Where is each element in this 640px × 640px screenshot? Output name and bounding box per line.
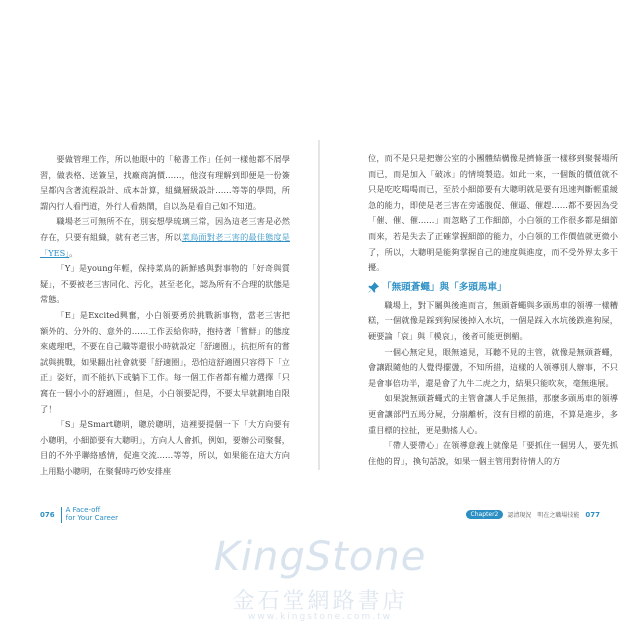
paragraph bbox=[40, 152, 290, 214]
paragraph: 一個心無定見，眼無遠見，耳聽不見的主管，就像是無頭蒼蠅，會讓跟隨他的人覺得擺盪，不知所措，這樣的人領導別人辦事，不只是會事倍功半，還是會了九牛二虎之力，結果只能吹灰，毫無進展。 bbox=[368, 346, 618, 388]
paragraph: 位，而不是只是把辦公室的小團體結構像是擠條蛋一樣移到聚餐場所而已，而是加入「破冰」的情境製造。如此一來，一個飯的價值就不只是吃吃喝喝而已，至於小細節要有大聰明就是要有迅速判斷輕重緩急的能力，即使是老三害在旁遙腹促、催逼、催趕……都不要因為受「催、催、催……」而忽略了工作細節，小白領的工作很多都是細節而來，若是失去了正確掌握細節的能力，小白領的工作價值就更微小了，所以，大聰明是能夠掌握自己的速度與進度，而不受外界太多干擾。 bbox=[368, 153, 618, 273]
watermark-subtitle: 金石堂網路書店 bbox=[232, 589, 408, 614]
right-folio bbox=[466, 510, 600, 519]
text-segment: 「E」是Excited興奮，小白領要勇於挑戰新事物，當老三害把額外的、分外的、意外的……工作丟給你時，抱持著「嘗鮮」的態度來處理吧，不要在自己職等還很小時就設定「舒適圈」，抗拒所有的嘗試與挑戰，如果翻出社會就要「舒適圈」，恐怕這舒適圈只容得下「立正」姿好，而不能扒下或躺下工作。每一個工作者都有權力選擇「只窩在一個小小的舒適圈」，但是，小白領要記得，不要太早就劃地自限了！ bbox=[40, 309, 290, 414]
right-page-body bbox=[368, 151, 618, 469]
text-segment: 職場老三可無所不在，別妄想學琉璃三常，因為這老三害是必然存在，只要有組織，就有老三害，所以 bbox=[40, 216, 290, 242]
paragraph: 「帶人要帶心」在領導意義上就像是「要抓住一個男人，要先抓住他的胃」，換句話說，如果一個主管用對待情人的方 bbox=[368, 440, 618, 466]
folio-divider bbox=[61, 507, 62, 523]
watermark-brand: KingStone bbox=[213, 534, 427, 580]
paragraph bbox=[40, 417, 290, 479]
paragraph bbox=[40, 261, 290, 308]
page-number-right: 077 bbox=[585, 510, 600, 519]
highlighted-text: 菜鳥面對老三害的最佳態度是「YES」 bbox=[40, 231, 290, 258]
page-gutter bbox=[318, 140, 320, 470]
text-segment: 「S」是Smart聰明，聰於聰明，這裡要提個一下「大方向要有小聰明，小細節要有大聰明」，方向人人會抓，例如，要辦公司聚餐，目的不外乎聯絡感情，促進交流……等等，所以，如果能在這大方向上用點小聰明，在聚餐時巧妙安排座 bbox=[40, 419, 290, 476]
book-title-line1: A Face-off bbox=[65, 506, 101, 514]
chapter-title: 認清現況 明在之職場技能 bbox=[507, 512, 580, 519]
left-folio bbox=[40, 506, 118, 524]
section-heading bbox=[368, 280, 618, 296]
text-segment: 「Y」是young年輕，保持菜鳥的新鮮感與對事物的「好奇與質疑」，不要被老三害同化、污化，甚至老化，認為所有不合理的狀態是常態。 bbox=[40, 263, 290, 305]
text-segment: 要做管理工作，所以他眼中的「秘書工作」任何一樣他都不屑學習，做表格、送簽呈，找廠商詢價……，他沒有理解到即便是一份簽呈都內含著流程設計、成本計算，組織層級設計……等等的學問，所謂內行人看門道，外行人看熱鬧，自以為是看自己如不知道。 bbox=[40, 154, 290, 211]
text-segment: 。 bbox=[69, 247, 78, 258]
section-heading-text: 「無頭蒼蠅」與「多頭馬車」 bbox=[382, 281, 507, 293]
paragraph: 如果說無頭蒼蠅式的主管會讓人手足無措，那麼多頭馬車的領導更會讓部門五馬分屍，分崩離析，沒有目標的前進，不算是進步，多重目標的拉扯，更是動搖人心。 bbox=[368, 393, 618, 435]
book-title-line2: for Your Career bbox=[65, 514, 119, 522]
paragraph bbox=[40, 308, 290, 417]
paragraph: 職場上，對下屬與後進而言，無頭蒼蠅與多頭馬車的領導一樣糟糕，一個就像是踩到狗屎後掉入水坑，一個是踩入水坑後跌進狗屎，硬要論「哀」與「模哀」，後者可能更倒楣。 bbox=[368, 299, 618, 341]
page-number-left: 076 bbox=[40, 511, 55, 519]
left-page-body bbox=[40, 152, 290, 479]
pushpin-icon bbox=[368, 282, 379, 293]
chapter-badge: Chapter2 bbox=[466, 510, 504, 519]
book-title bbox=[66, 506, 118, 522]
paragraph bbox=[40, 214, 290, 261]
watermark-url: www.kingstone.com.tw bbox=[247, 612, 393, 622]
